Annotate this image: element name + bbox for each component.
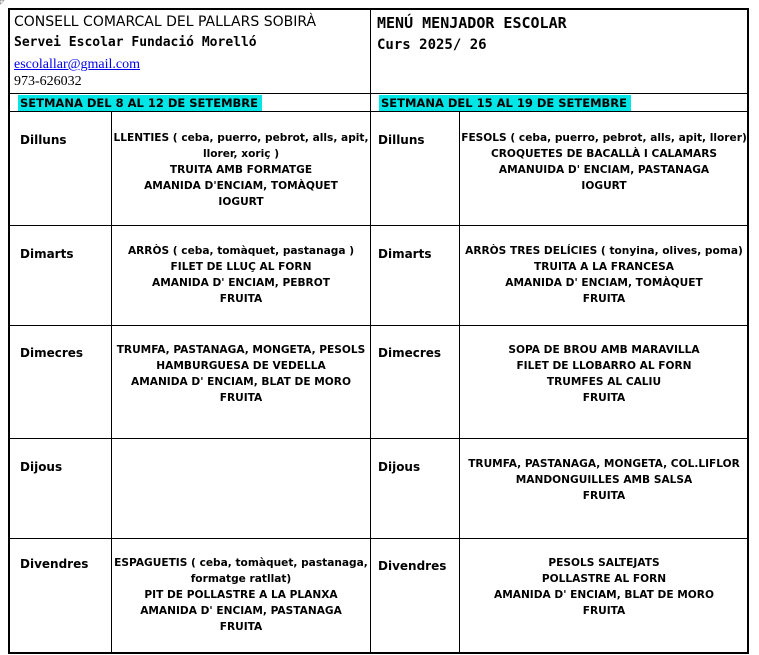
dish-line: FRUITA: [582, 490, 626, 502]
organization-name: CONSELL COMARCAL DEL PALLARS SOBIRÀ: [14, 14, 317, 30]
dish-line: AMANIDA D' ENCIAM, TOMÀQUET: [505, 277, 703, 289]
dish-line: AMANIDA D' ENCIAM, BLAT DE MORO: [131, 376, 351, 388]
row-divider: [8, 225, 749, 226]
header-divider: [8, 93, 749, 94]
phone-number: 973-626032: [14, 74, 82, 89]
row-divider: [8, 538, 749, 539]
dish-line: FRUITA: [219, 621, 263, 633]
dish-line: llorer, xoriç ): [202, 148, 280, 160]
dish-line: TRUITA A LA FRANCESA: [533, 261, 675, 273]
dish-line: ESPAGUETIS ( ceba, tomàquet, pastanaga,: [114, 557, 368, 569]
dish-line: MANDONGUILLES AMB SALSA: [515, 474, 693, 486]
row-divider: [8, 325, 749, 326]
dish-line: FRUITA: [582, 605, 626, 617]
dish-line: HAMBURGUESA DE VEDELLA: [156, 360, 326, 372]
dish-line: TRUMFES AL CALIU: [546, 376, 662, 388]
dish-line: TRUMFA, PASTANAGA, MONGETA, PESOLS: [116, 344, 366, 356]
dish-line: SOPA DE BROU AMB MARAVILLA: [508, 344, 700, 356]
dish-line: AMANIDA D' ENCIAM, BLAT DE MORO: [494, 589, 714, 601]
week-2-wednesday-menu: [460, 342, 748, 406]
week-column-divider: [370, 8, 371, 654]
dish-line: AMANIDA D'ENCIAM, TOMÀQUET: [144, 180, 338, 192]
week-2-day-tuesday: Dimarts: [378, 247, 432, 261]
week-2-day-thursday: Dijous: [378, 460, 421, 474]
dish-line: PIT DE POLLASTRE A LA PLANXA: [144, 589, 338, 601]
course-year: Curs 2025/ 26: [377, 37, 487, 53]
dish-line: POLLASTRE AL FORN: [541, 573, 667, 585]
dish-line: TRUITA AMB FORMATGE: [169, 164, 313, 176]
week-1-day-monday: Dilluns: [20, 133, 67, 147]
week-2-day-monday: Dilluns: [378, 133, 425, 147]
week-1-day-tuesday: Dimarts: [20, 247, 74, 261]
week-2-day-friday: Divendres: [378, 559, 447, 573]
dish-line: IOGURT: [218, 196, 264, 208]
dish-line: FRUITA: [582, 293, 626, 305]
dish-line: ARRÒS ( ceba, tomàquet, pastanaga ): [127, 245, 355, 257]
week-1-day-thursday: Dijous: [20, 460, 63, 474]
week-1-friday-menu: [112, 555, 370, 635]
week-1-tuesday-menu: [112, 243, 370, 307]
menu-title: MENÚ MENJADOR ESCOLAR: [377, 14, 567, 32]
week-2-day-wednesday: Dimecres: [378, 346, 442, 360]
week-1-label: SETMANA DEL 8 AL 12 DE SETEMBRE: [18, 95, 262, 111]
week-2-label: SETMANA DEL 15 AL 19 DE SETEMBRE: [379, 95, 631, 111]
dish-line: CROQUETES DE BACALLÀ I CALAMARS: [491, 148, 717, 160]
dish-line: FILET DE LLOBARRO AL FORN: [516, 360, 692, 372]
dish-line: FESOLS ( ceba, puerro, pebrot, alls, apit, llorer): [461, 132, 747, 144]
week-label-divider: [8, 111, 749, 112]
dish-line: FRUITA: [582, 392, 626, 404]
row-divider: [8, 438, 749, 439]
dish-line: FRUITA: [219, 392, 263, 404]
week-2-friday-menu: [460, 555, 748, 619]
dish-line: AMANIDA D' ENCIAM, PASTANAGA: [140, 605, 342, 617]
dish-line: ARRÒS TRES DELÍCIES ( tonyina, olives, poma): [465, 245, 743, 257]
dish-line: FILET DE LLUÇ AL FORN: [170, 261, 312, 273]
week-1-monday-menu: [112, 130, 370, 210]
dish-line: IOGURT: [581, 180, 627, 192]
dish-line: AMANUIDA D' ENCIAM, PASTANAGA: [498, 164, 710, 176]
week-2-tuesday-menu: [460, 243, 748, 307]
email-link[interactable]: escolallar@gmail.com: [14, 57, 141, 72]
week-1-day-wednesday: Dimecres: [20, 346, 84, 360]
week-1-wednesday-menu: [112, 342, 370, 406]
dish-line: AMANIDA D' ENCIAM, PEBROT: [152, 277, 330, 289]
dish-line: PESOLS SALTEJATS: [548, 557, 660, 569]
week-2-thursday-menu: [460, 456, 748, 504]
dish-line: TRUMFA, PASTANAGA, MONGETA, COL.LIFLOR: [468, 458, 740, 470]
corner-mark-icon: ◸: [0, 0, 5, 6]
department-name: Servei Escolar Fundació Morelló: [14, 35, 257, 50]
dish-line: LLENTIES ( ceba, puerro, pebrot, alls, apit,: [113, 132, 369, 144]
week-2-monday-menu: [460, 130, 748, 194]
dish-line: formatge ratllat): [190, 573, 292, 585]
week-1-day-friday: Divendres: [20, 557, 89, 571]
dish-line: FRUITA: [219, 293, 263, 305]
